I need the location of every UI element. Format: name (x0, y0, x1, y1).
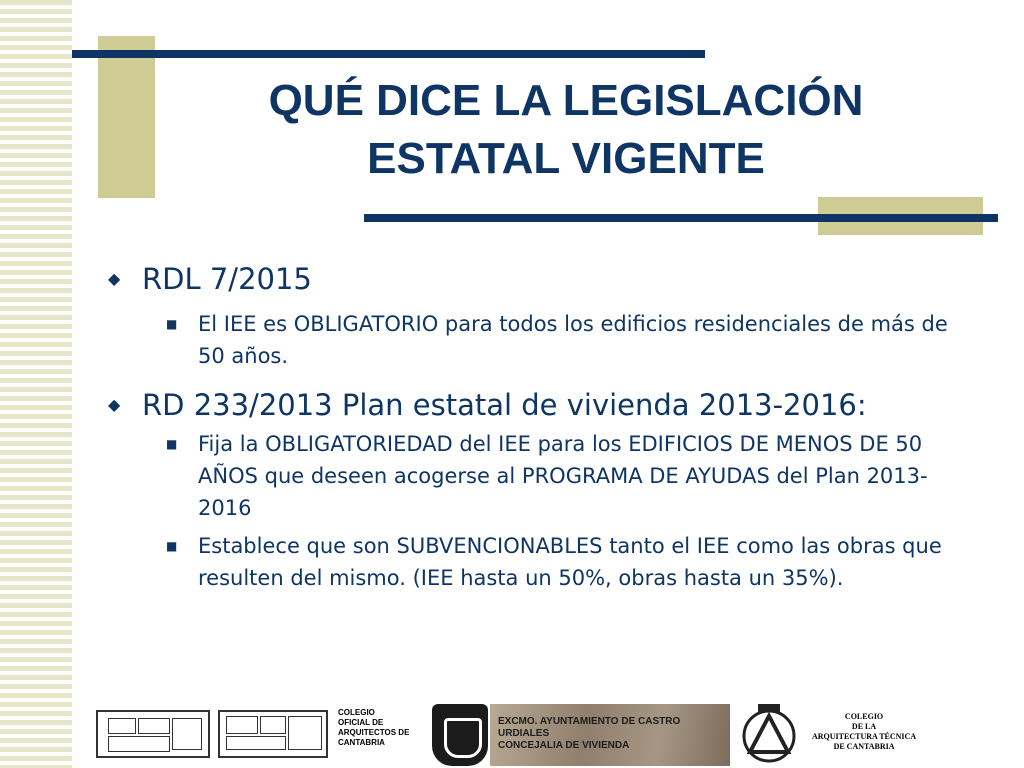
slide-title-line-1: QUÉ DICE LA LEGISLACIÓN (268, 76, 864, 125)
sub-bullet-item (166, 530, 968, 594)
bullet-text: RD 233/2013 Plan estatal de vivienda 2013-2016: (142, 388, 867, 422)
sub-bullet-item (166, 428, 968, 524)
ayuntamiento-banner (490, 704, 730, 766)
decorative-block-left (98, 36, 155, 198)
concejalia-name: CONCEJALIA DE VIVIENDA (498, 740, 630, 751)
sub-bullet-text: El IEE es OBLIGATORIO para todos los edificios residenciales de más de 50 años. (198, 312, 948, 368)
slide-title (160, 72, 972, 188)
building-plan-icon (218, 710, 328, 758)
decorative-line-bottom (364, 214, 998, 222)
decorative-line-top (72, 50, 705, 58)
caat-cantabria-logo-text: COLEGIO DE LA ARQUITECTURA TÉCNICA DE CANTABRIA (812, 712, 917, 751)
coa-cantabria-logo-text: COLEGIO OFICIAL DE ARQUITECTOS DE CANTABRIA (338, 708, 410, 747)
building-plan-icon (96, 710, 210, 758)
slide-title-line-2: ESTATAL VIGENTE (367, 134, 765, 183)
square-bullet-icon: ■ (166, 317, 178, 331)
square-bullet-icon: ■ (166, 539, 178, 553)
footer-logos (0, 690, 1024, 768)
caat-emblem-icon (740, 702, 798, 764)
bullet-item (108, 384, 968, 426)
diamond-bullet-icon: ◆ (108, 395, 121, 414)
sub-bullet-item (166, 308, 968, 372)
decorative-stripes (0, 0, 72, 768)
bullet-text: RDL 7/2015 (142, 262, 312, 296)
bullet-item (108, 258, 968, 300)
slide-content (108, 258, 968, 594)
sub-bullet-text: Establece que son SUBVENCIONABLES tanto el IEE como las obras que resulten del mismo. (IEE hasta un 50%, obras hasta un 35%). (198, 534, 942, 590)
sub-bullet-text: Fija la OBLIGATORIEDAD del IEE para los EDIFICIOS DE MENOS DE 50 AÑOS que deseen acogerse al PROGRAMA DE AYUDAS del Plan 2013-2016 (198, 432, 928, 520)
coat-of-arms-icon (432, 704, 488, 766)
square-bullet-icon: ■ (166, 437, 178, 451)
ayuntamiento-name: EXCMO. AYUNTAMIENTO DE CASTRO URDIALES (498, 716, 681, 739)
diamond-bullet-icon: ◆ (108, 269, 121, 288)
